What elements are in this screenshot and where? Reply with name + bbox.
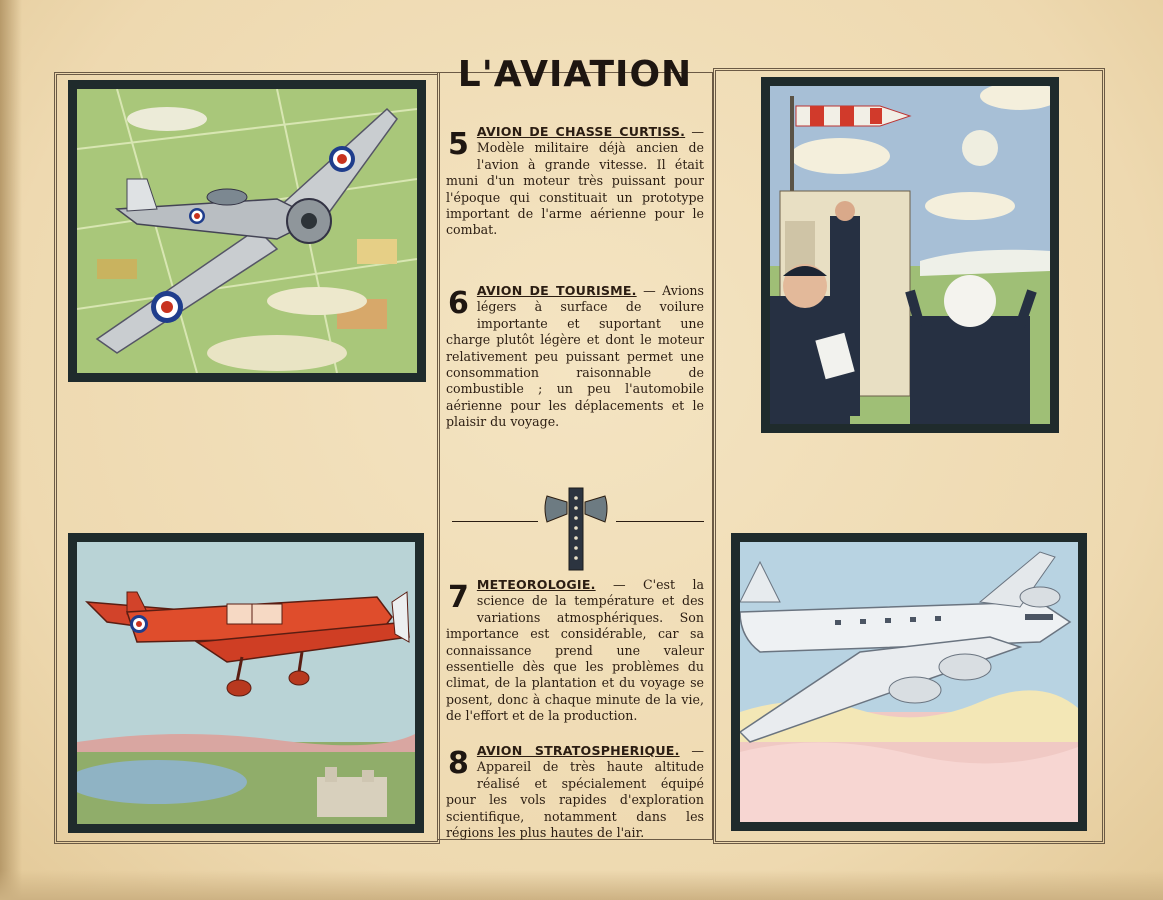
entry-text: — Modèle militaire déjà ancien de l'avion à grande vitesse. Il était muni d'un moteur très puissant pour l'époque qui constituait un prototype important de l'arme aérienne pour le combat. bbox=[446, 124, 704, 238]
entry-number: 8 bbox=[448, 746, 469, 781]
touring-plane-illustration bbox=[68, 533, 424, 833]
weather-station-illustration bbox=[761, 77, 1059, 433]
entry-7 bbox=[446, 577, 704, 725]
divider-left bbox=[452, 521, 538, 522]
entry-number: 5 bbox=[448, 127, 469, 162]
page-shadow-bottom bbox=[0, 870, 1163, 900]
entry-6 bbox=[446, 283, 704, 431]
entry-5 bbox=[446, 124, 704, 239]
entry-heading: AVION DE TOURISME. bbox=[476, 283, 637, 298]
entry-heading: METEOROLOGIE. bbox=[476, 577, 596, 592]
entry-text: — Appareil de très haute altitude réalisé et spécialement équipé pour les vols rapides d'exploration scientifique, notamment dans les régions les plus hautes de l'air. bbox=[446, 743, 704, 841]
entry-heading: AVION DE CHASSE CURTISS. bbox=[476, 124, 686, 139]
page-shadow-left bbox=[0, 0, 22, 900]
entry-heading: AVION STRATOSPHERIQUE. bbox=[476, 743, 680, 758]
francisque-axe-ornament bbox=[543, 486, 609, 572]
entry-number: 6 bbox=[448, 286, 469, 321]
page-title: L'AVIATION bbox=[457, 54, 693, 95]
divider-right bbox=[616, 521, 704, 522]
entry-text: — Avions légers à surface de voilure importante et suportant une charge plutôt légère et dont le moteur relativement peu puissant permet une consommation raisonnable de combustible ; un peu l'automobile aérienne pour les déplacements et le plaisir du voyage. bbox=[446, 283, 704, 430]
entry-number: 7 bbox=[448, 580, 469, 615]
entry-text: — C'est la science de la température et des variations atmosphériques. Son importance est considérable, car sa connaissance prend une valeur essentielle dès que les problèmes du climat, de la plantation et du voyage se posent, donc à chaque minute de la vie, de l'effort et de la production. bbox=[446, 577, 704, 724]
stratospheric-plane-illustration bbox=[731, 533, 1087, 831]
entry-8 bbox=[446, 743, 704, 841]
fighter-plane-illustration bbox=[68, 80, 426, 382]
